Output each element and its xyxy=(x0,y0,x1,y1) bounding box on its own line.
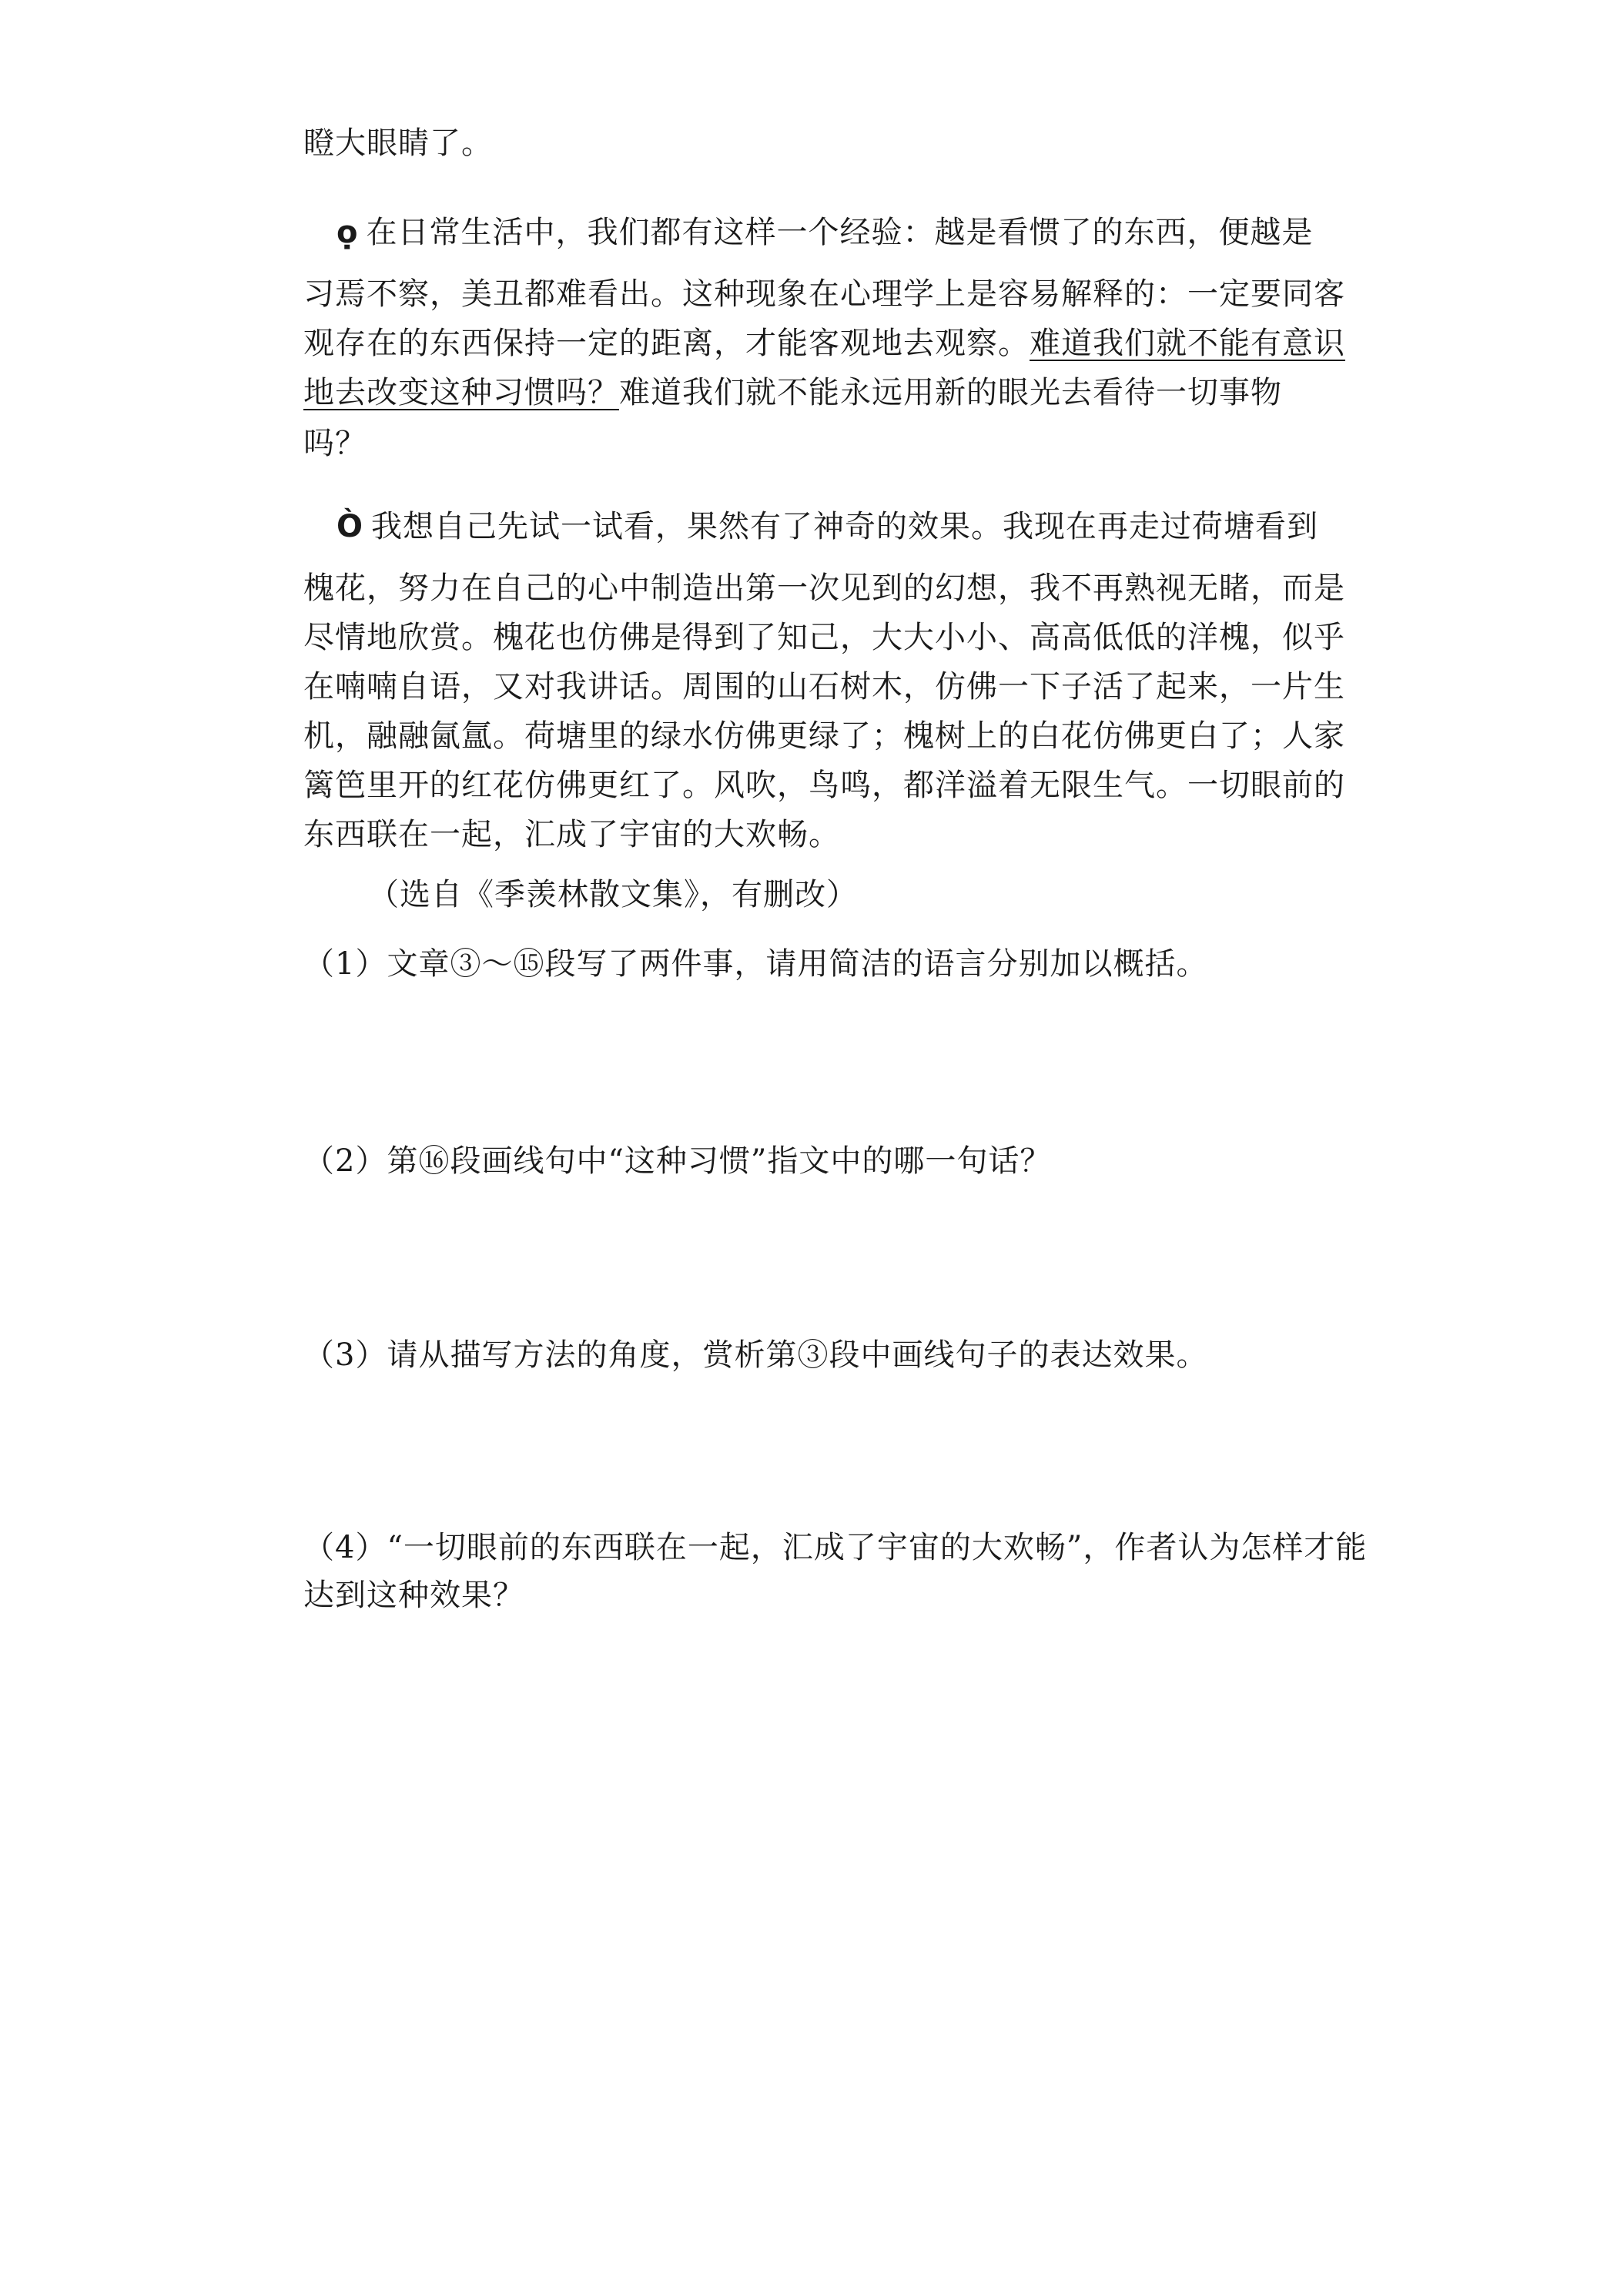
question-text: 达到这种效果？ xyxy=(303,1578,524,1613)
passage-text: 观存在的东西保持一定的距离，才能客观地去观察。 xyxy=(303,326,1030,361)
passage-text: 习焉不察，美丑都难看出。这种现象在心理学上是容易解释的：一定要同客 xyxy=(303,276,1345,312)
paragraph-17-line-4 xyxy=(303,667,1381,707)
paragraph-16-line-2 xyxy=(303,274,1381,314)
paragraph-17-line-6 xyxy=(303,765,1381,805)
question-text: （4）“一切眼前的东西联在一起，汇成了宇宙的大欢畅”，作者认为怎样才能 xyxy=(303,1530,1368,1565)
passage-text: 东西联在一起，汇成了宇宙的大欢畅。 xyxy=(303,817,840,852)
question-4-line-2 xyxy=(303,1575,1381,1615)
underlined-sentence: 难道我们就不能有意识 xyxy=(1030,326,1345,361)
question-text: （3）请从描写方法的角度，赏析第③段中画线句子的表达效果。 xyxy=(303,1337,1208,1373)
paragraph-17-line-5 xyxy=(303,716,1381,756)
paragraph-16-line-4 xyxy=(303,373,1381,413)
passage-text: 在喃喃自语，又对我讲话。周围的山石树木，仿佛一下子活了起来，一片生 xyxy=(303,669,1345,705)
passage-line xyxy=(303,123,1381,163)
passage-text: 吗？ xyxy=(303,426,367,461)
question-2 xyxy=(303,1141,1381,1181)
paragraph-17-line-3 xyxy=(303,618,1381,658)
question-3 xyxy=(303,1335,1381,1375)
question-text: （1）文章③～⑮段写了两件事，请用简洁的语言分别加以概括。 xyxy=(303,946,1208,982)
paragraph-number-marker: Ò xyxy=(337,509,364,544)
passage-text: 难道我们就不能永远用新的眼光去看待一切事物 xyxy=(619,375,1282,410)
passage-text: 在日常生活中，我们都有这样一个经验：越是看惯了的东西，便越是 xyxy=(366,215,1314,250)
paragraph-16-line-5 xyxy=(303,423,1381,464)
question-4-line-1 xyxy=(303,1528,1381,1568)
source-attribution xyxy=(368,875,1446,915)
passage-text: 篱笆里开的红花仿佛更红了。风吹，鸟鸣，都洋溢着无限生气。一切眼前的 xyxy=(303,768,1345,803)
paragraph-17-line-7 xyxy=(303,815,1381,855)
paragraph-16-line-1 xyxy=(337,213,1415,253)
passage-text: 槐花，努力在自己的心中制造出第一次见到的幻想，我不再熟视无睹，而是 xyxy=(303,571,1345,606)
paragraph-17-line-2 xyxy=(303,568,1381,608)
passage-text: 尽情地欣赏。槐花也仿佛是得到了知己，大大小小、高高低低的洋槐，似乎 xyxy=(303,620,1345,655)
passage-text: 机，融融氤氲。荷塘里的绿水仿佛更绿了；槐树上的白花仿佛更白了；人家 xyxy=(303,718,1345,754)
paragraph-number-marker: ọ xyxy=(337,215,359,250)
passage-text: 瞪大眼睛了。 xyxy=(303,126,493,161)
underlined-sentence: 地去改变这种习惯吗？ xyxy=(303,375,619,410)
source-text: （选自《季羡林散文集》，有删改） xyxy=(368,877,858,912)
question-text: （2）第⑯段画线句中“这种习惯”指文中的哪一句话？ xyxy=(303,1143,1052,1179)
question-1 xyxy=(303,944,1381,984)
paragraph-17-line-1 xyxy=(337,507,1415,547)
passage-text: 我想自己先试一试看，果然有了神奇的效果。我现在再走过荷塘看到 xyxy=(371,509,1319,544)
paragraph-16-line-3 xyxy=(303,323,1381,363)
